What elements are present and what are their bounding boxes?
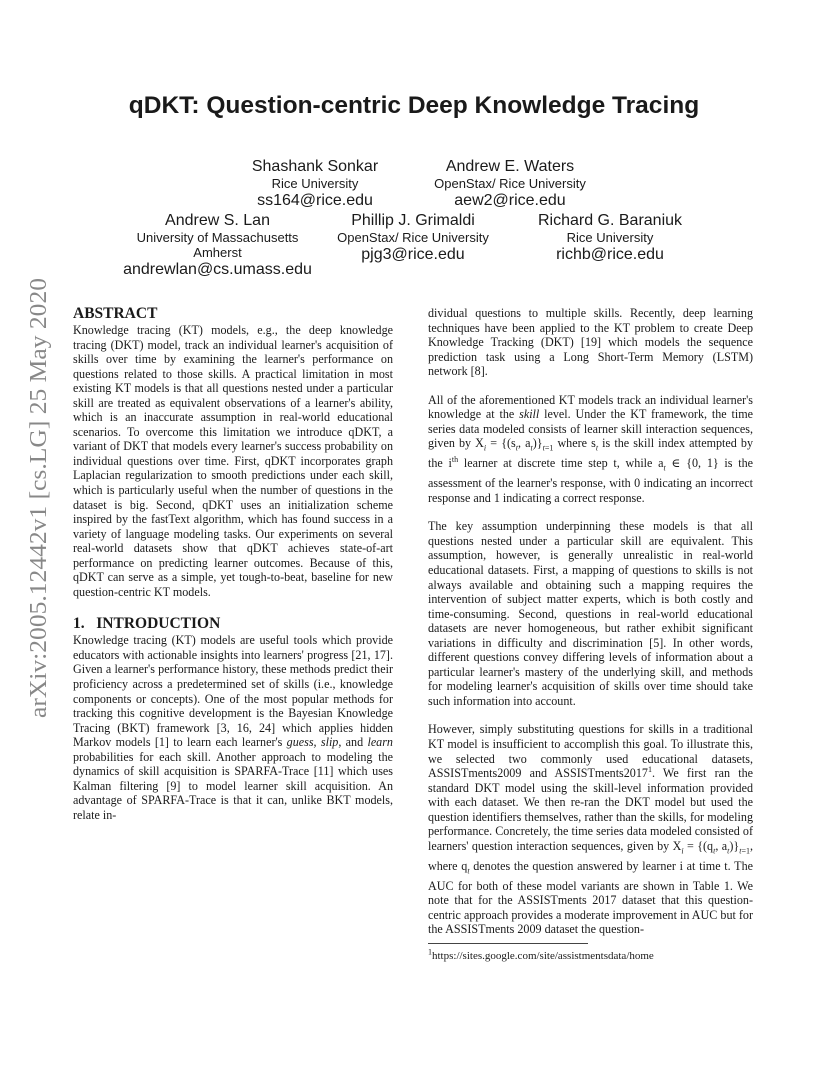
author-affiliation: Amherst — [193, 245, 242, 260]
footnote: $^1$https://sites.google.com/site/assistmentsdata/home — [428, 947, 654, 962]
author-name: Richard G. Baraniuk — [537, 212, 683, 229]
author-affiliation: Rice University — [566, 230, 654, 245]
abstract-heading: ABSTRACT — [73, 305, 158, 322]
table-reference-link[interactable]: 1 — [723, 878, 730, 893]
citation-link[interactable]: [8] — [470, 364, 485, 379]
author-email: richb@rice.edu — [556, 246, 664, 263]
body-paragraph: The key assumption underpinning these models is that all questions nested under a particular skill are equivalent. This assumption, however, is generally unrealistic in real-world educational datasets. First, a mapping of questions to skills is not always available and obtaining such a mapping requires the intervention of subject matter experts, which is both costly and time-consuming. Second, questions in real-world educational datasets are never homogeneous, but rather exhibit significant variations in difficulty and discrimination [5]. In other words, different questions convey differing levels of information about a particular learner's mastery of the underlying skill, and methods for modeling learner's acquisition of skills over time should take such information into account. — [428, 519, 753, 708]
right-column — [428, 306, 753, 963]
footnote-divider — [428, 943, 588, 944]
author-email: ss164@rice.edu — [257, 192, 373, 209]
citation-link[interactable]: [19] — [580, 335, 602, 350]
citation-link[interactable]: [5] — [649, 635, 664, 650]
body-paragraph: All of the aforementioned KT models track an individual learner's knowledge at the skill level. Under the KT framework, the time series data modeled consists of learner skill interaction sequences, given by $X_i = \{(s_t$, $a_t)\}_{t=1}$ where $s_t$ is the skill index attempted by the $i^{th}$ learner at discrete time step t, while $a_t$ ∈ {0, 1} is the assessment of the learner's response, with 0 indicating an incorrect response and 1 indicating a correct response. — [428, 392, 754, 505]
citation-link[interactable]: [1] — [154, 735, 169, 750]
author-affiliation: University of Massachusetts — [136, 230, 299, 245]
footnote-url[interactable]: https://sites.google.com/site/assistmentsdata/home — [432, 949, 654, 962]
paper-title: qDKT: Question-centric Deep Knowledge Tracing — [128, 92, 700, 119]
body-paragraph: dividual questions to multiple skills. Recently, deep learning techniques have been applied to the KT problem to create Deep Knowledge Tracking (DKT) [19] which models the sequence prediction task using a Long Short-Term Memory (LSTM) network [8]. — [428, 306, 753, 379]
author-email: pjg3@rice.edu — [361, 246, 465, 263]
citation-link[interactable]: [3, 16, 24] — [216, 720, 276, 735]
citation-link[interactable]: [9] — [166, 778, 181, 793]
author-affiliation: Rice University — [271, 176, 359, 191]
left-column — [73, 305, 393, 837]
arxiv-identifier — [2, 278, 62, 718]
introduction-heading: 1. INTRODUCTION — [73, 615, 221, 633]
author-email: andrewlan@cs.umass.edu — [123, 261, 312, 278]
author-email: aew2@rice.edu — [454, 192, 566, 209]
author-block — [405, 157, 615, 210]
citation-link[interactable]: [11] — [313, 764, 334, 779]
body-paragraph: However, simply substituting questions for skills in a traditional KT model is insufficient to accomplish this goal. To illustrate this, we selected two commonly used educational datasets, ASSISTments2009 and ASSISTments2017$^1$. We first ran the standard DKT model using the skill-level information provided with each dataset. We then re-ran the DKT model but used the question identifiers themselves, rather than the skills, for modeling performance. Concretely, the time series data modeled consisted of learners' question interaction sequences, given by $X_i = \{(q_t$, $a_t)\}_{t=1}$, where $q_t$ denotes the question answered by learner i at time t. The AUC for both of these model variants are shown in Table 1. We note that for the ASSISTments 2017 dataset that this question-centric approach provides a moderate improvement in AUC but for the ASSISTments 2009 dataset the question- — [428, 722, 754, 937]
author-name: Andrew E. Waters — [445, 158, 575, 175]
author-block — [220, 157, 410, 210]
footnote-marker[interactable]: 1 — [647, 765, 652, 775]
arxiv-identifier-text: arXiv:2005.12442v1 [cs.LG] 25 May 2020 — [25, 296, 52, 718]
author-affiliation: OpenStax/ Rice University — [434, 176, 586, 191]
author-block — [318, 211, 508, 264]
author-name: Shashank Sonkar — [251, 158, 379, 175]
author-block — [115, 211, 320, 279]
author-name: Phillip J. Grimaldi — [351, 212, 475, 229]
author-name: Andrew S. Lan — [165, 212, 270, 229]
author-block — [520, 211, 700, 264]
author-affiliation: OpenStax/ Rice University — [337, 230, 489, 245]
introduction-paragraph: Knowledge tracing (KT) models are useful tools which provide educators with actionable insights into learners' progress [21, 17]. Given a learner's performance history, these methods predict their proficiency across a predetermined set of skills (i.e., knowledge components or concepts). One of the most popular methods for tracking this cognitive development is the Bayesian Knowledge Tracing (BKT) framework [3, 16, 24] which applies hidden Markov models [1] to learn each learner's guess, slip, and learn probabilities for each skill. Another approach to modeling the dynamics of skill acquisition is SPARFA-Trace [11] which uses Kalman filtering [9] to model learner skill acquisition. An advantage of SPARFA-Trace is that it can, unlike BKT models, relate in- — [73, 633, 394, 822]
citation-link[interactable]: [21, 17] — [351, 647, 390, 662]
abstract-text: Knowledge tracing (KT) models, e.g., the deep knowledge tracing (DKT) model, track an individual learner's acquisition of skills over time by examining the learner's performance on questions related to those skills. A practical limitation in most existing KT models is that all questions nested under a particular skill are treated as equivalent observations of a learner's ability, which is an inaccurate assumption in real-world educational scenarios. To overcome this limitation we introduce qDKT, a variant of DKT that models every learner's success probability on individual questions over time. First, qDKT incorporates graph Laplacian regularization to smooth predictions under each skill, which is particularly useful when the number of questions in the dataset is big. Second, qDKT uses an initialization scheme inspired by the fastText algorithm, which has found success in a variety of language modeling tasks. Our experiments on several real-world datasets show that qDKT achieves state-of-art performance on predicting learner outcomes. Because of this, qDKT can serve as a simple, yet tough-to-beat, baseline for new question-centric KT models. — [73, 323, 393, 599]
